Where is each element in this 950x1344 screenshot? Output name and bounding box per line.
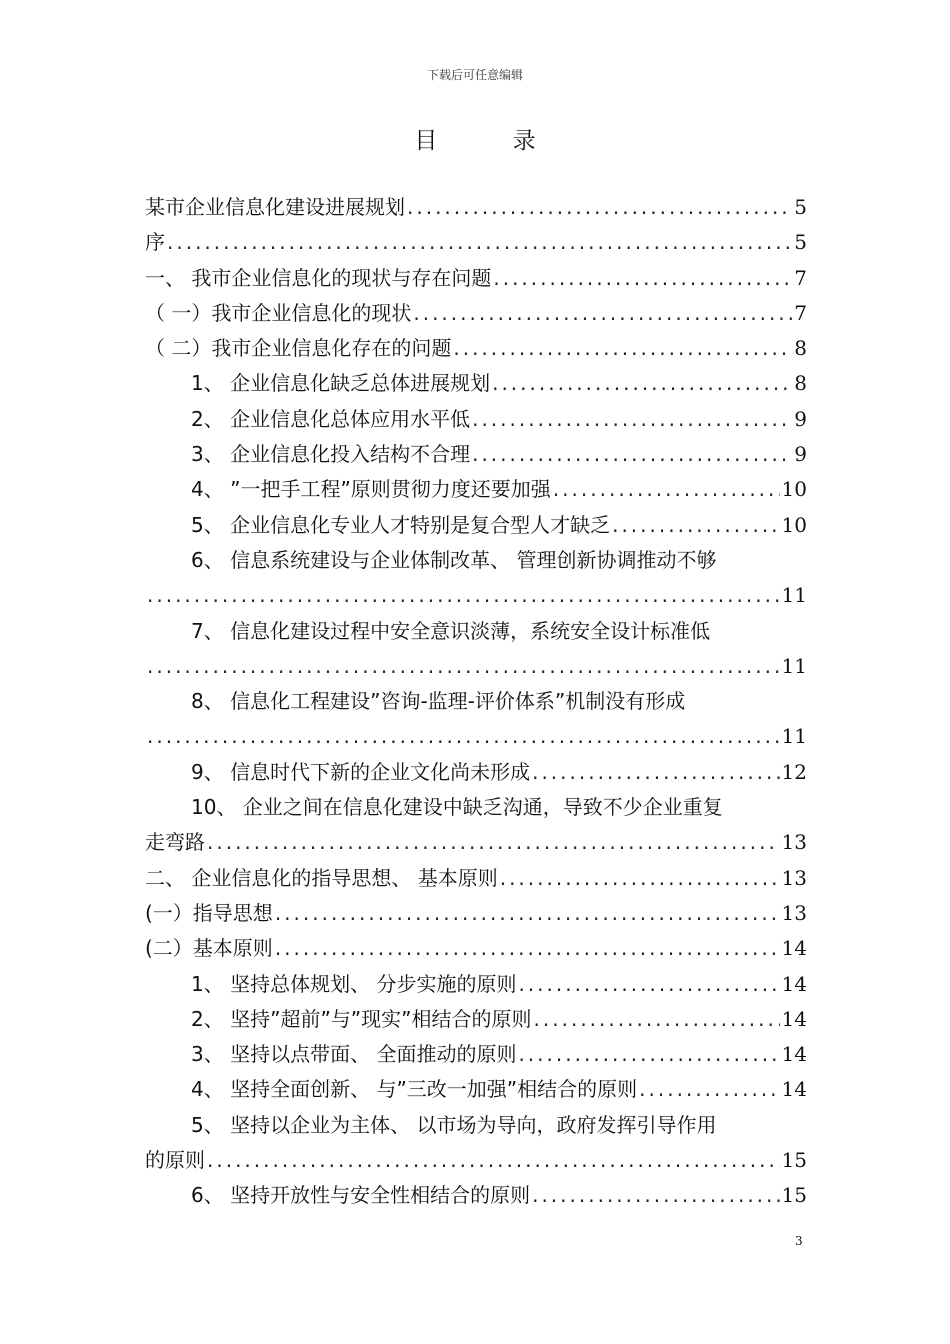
toc-entry-continuation[interactable] xyxy=(145,1143,807,1178)
toc-entry[interactable] xyxy=(145,437,807,472)
leader-dots xyxy=(532,1178,779,1213)
toc-entry-text: (一）指导思想 xyxy=(145,900,273,925)
toc-entry[interactable] xyxy=(145,1178,807,1213)
toc-entry[interactable] xyxy=(145,331,807,366)
page-header: 下载后可任意编辑 xyxy=(426,68,523,82)
leader-dots xyxy=(407,190,792,225)
leader-dots xyxy=(612,508,779,543)
toc-entry-text: 9、 信息时代下新的企业文化尚未形成 xyxy=(191,759,531,784)
leader-dots xyxy=(534,1002,780,1037)
toc-entry-line[interactable]: 10、 企业之间在信息化建设中缺乏沟通，导致不少企业重复 xyxy=(191,795,723,820)
toc-entry[interactable] xyxy=(145,472,807,507)
toc-entry-page: 7 xyxy=(794,265,807,290)
toc-entry[interactable] xyxy=(145,508,807,543)
toc-entry-page: 10 xyxy=(781,477,807,502)
toc-entry-text: 走弯路 xyxy=(145,830,205,855)
toc-entry-page: 14 xyxy=(781,1042,807,1067)
leader-dots xyxy=(553,472,780,507)
toc-entry[interactable] xyxy=(145,1002,807,1037)
toc-entry-text: 4、 ”一把手工程”原则贯彻力度还要加强 xyxy=(191,477,551,502)
toc-title: 目 录 xyxy=(414,128,570,154)
leader-dots xyxy=(639,1072,779,1107)
toc-entry-text: （ 一）我市企业信息化的现状 xyxy=(145,300,412,325)
toc-entry-line[interactable]: 8、 信息化工程建设”咨询-监理-评价体系”机制没有形成 xyxy=(191,689,686,714)
toc-entry-text: 3、 坚持以点带面、 全面推动的原则 xyxy=(191,1042,517,1067)
toc-entry-line[interactable]: 7、 信息化建设过程中安全意识淡薄，系统安全设计标准低 xyxy=(191,618,711,643)
toc-entry-page: 5 xyxy=(794,195,807,219)
leader-dots xyxy=(147,649,780,684)
toc-entry[interactable] xyxy=(145,861,807,896)
leader-dots xyxy=(493,261,792,296)
toc-entry-text: 序 xyxy=(145,230,165,255)
toc-entry-page: 10 xyxy=(781,512,807,537)
toc-entry-text: 2、 坚持”超前”与”现实”相结合的原则 xyxy=(191,1006,532,1031)
toc-entry-text: 1、 企业信息化缺乏总体进展规划 xyxy=(191,371,491,396)
toc-entry[interactable] xyxy=(145,1037,807,1072)
toc-entry-page: 14 xyxy=(781,936,807,961)
toc-entry[interactable] xyxy=(145,967,807,1002)
toc-entry-page: 11 xyxy=(781,724,807,749)
toc-entry-text: 某市企业信息化建设进展规划 xyxy=(145,195,405,219)
leader-dots xyxy=(472,402,792,437)
toc-entry-text: 3、 企业信息化投入结构不合理 xyxy=(191,442,471,467)
toc-entry-text: 4、 坚持全面创新、 与”三改一加强”相结合的原则 xyxy=(191,1077,638,1102)
leader-dots xyxy=(147,578,780,613)
toc-entry-page: 12 xyxy=(781,759,807,784)
toc-entry-text: 5、 企业信息化专业人才特别是复合型人才缺乏 xyxy=(191,512,611,537)
table-of-contents xyxy=(145,190,807,1214)
toc-entry-line[interactable]: 6、 信息系统建设与企业体制改革、 管理创新协调推动不够 xyxy=(191,547,717,572)
toc-entry-continuation[interactable] xyxy=(145,578,807,613)
leader-dots xyxy=(207,1143,780,1178)
toc-entry[interactable] xyxy=(145,225,807,260)
toc-entry-text: 二、 企业信息化的指导思想、 基本原则 xyxy=(145,865,498,890)
leader-dots xyxy=(413,296,792,331)
toc-entry-page: 8 xyxy=(794,371,807,396)
toc-entry-continuation[interactable] xyxy=(145,719,807,754)
leader-dots xyxy=(453,331,792,366)
toc-entry[interactable] xyxy=(145,366,807,401)
leader-dots xyxy=(275,896,780,931)
toc-entry-page: 14 xyxy=(781,1077,807,1102)
leader-dots xyxy=(207,825,780,860)
leader-dots xyxy=(492,366,792,401)
toc-entry-page: 13 xyxy=(781,865,807,890)
leader-dots xyxy=(532,755,779,790)
leader-dots xyxy=(167,225,792,260)
leader-dots xyxy=(472,437,792,472)
toc-entry[interactable] xyxy=(145,296,807,331)
toc-entry-text: 6、 坚持开放性与安全性相结合的原则 xyxy=(191,1183,531,1208)
toc-entry-page: 11 xyxy=(781,583,807,608)
toc-entry-text: (二）基本原则 xyxy=(145,936,273,961)
toc-entry[interactable] xyxy=(145,261,807,296)
toc-entry-page: 9 xyxy=(794,406,807,431)
leader-dots xyxy=(147,719,780,754)
toc-entry[interactable] xyxy=(145,190,807,225)
toc-entry-page: 14 xyxy=(781,1006,807,1031)
leader-dots xyxy=(518,1037,779,1072)
toc-entry-page: 9 xyxy=(794,442,807,467)
toc-entry-page: 11 xyxy=(781,653,807,678)
toc-entry-text: 的原则 xyxy=(145,1148,205,1173)
toc-entry-page: 15 xyxy=(781,1148,807,1173)
toc-entry-text: （ 二）我市企业信息化存在的问题 xyxy=(145,336,452,361)
toc-entry[interactable] xyxy=(145,896,807,931)
toc-entry[interactable] xyxy=(145,1072,807,1107)
toc-entry-page: 13 xyxy=(781,900,807,925)
toc-entry-page: 15 xyxy=(781,1183,807,1208)
toc-entry-line[interactable]: 5、 坚持以企业为主体、 以市场为导向，政府发挥引导作用 xyxy=(191,1112,717,1137)
page-number: 3 xyxy=(795,1234,803,1248)
toc-entry-text: 2、 企业信息化总体应用水平低 xyxy=(191,406,471,431)
toc-entry-page: 5 xyxy=(794,230,807,255)
leader-dots xyxy=(518,967,779,1002)
toc-entry-continuation[interactable] xyxy=(145,825,807,860)
toc-entry-page: 8 xyxy=(794,336,807,361)
toc-entry-page: 13 xyxy=(781,830,807,855)
toc-entry-page: 14 xyxy=(781,971,807,996)
toc-entry-text: 一、 我市企业信息化的现状与存在问题 xyxy=(145,265,492,290)
toc-entry[interactable] xyxy=(145,931,807,966)
toc-entry[interactable] xyxy=(145,402,807,437)
toc-entry[interactable] xyxy=(145,755,807,790)
leader-dots xyxy=(500,861,780,896)
toc-entry-page: 7 xyxy=(794,300,807,325)
toc-entry-continuation[interactable] xyxy=(145,649,807,684)
toc-entry-text: 1、 坚持总体规划、 分步实施的原则 xyxy=(191,971,517,996)
leader-dots xyxy=(275,931,780,966)
